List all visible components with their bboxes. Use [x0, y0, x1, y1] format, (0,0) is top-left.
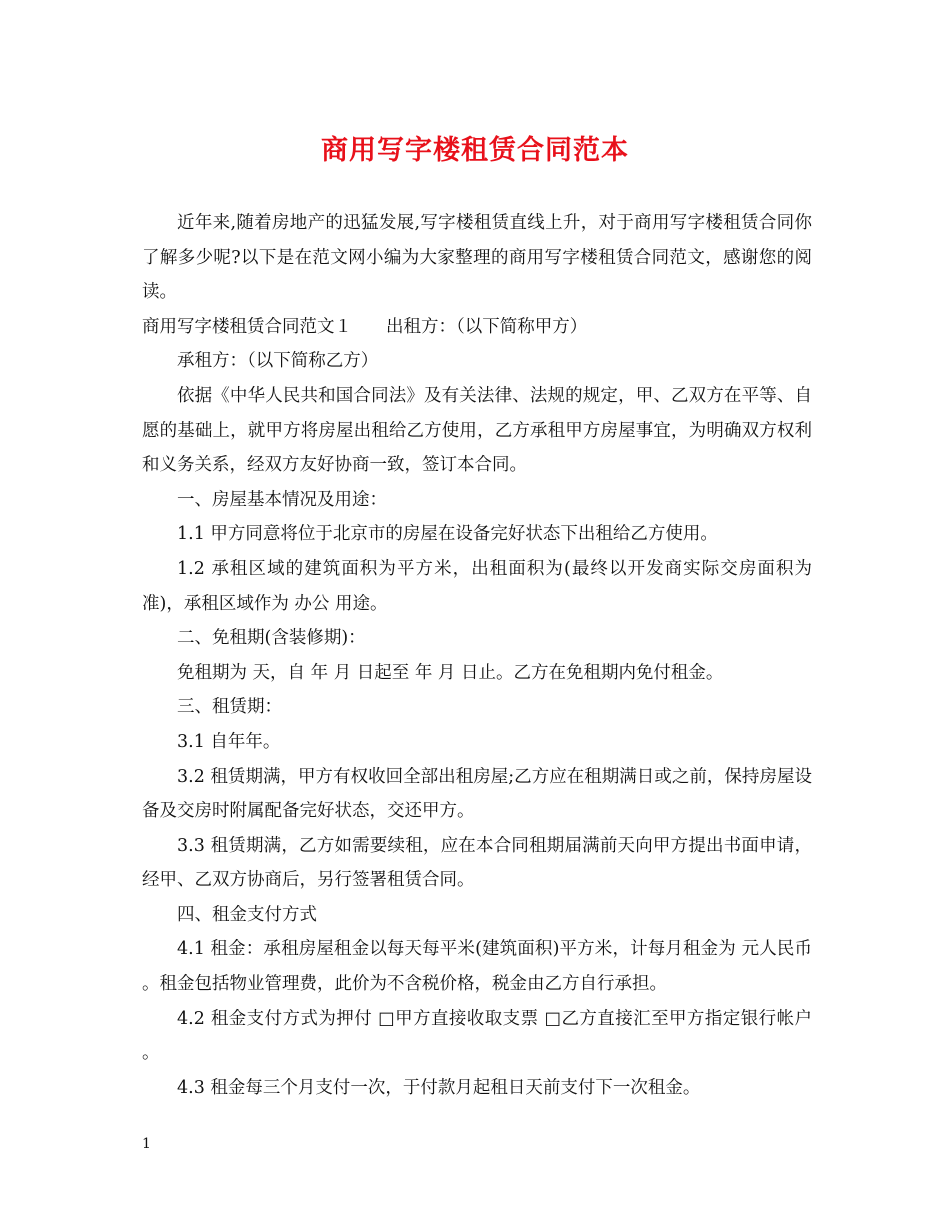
clause-4-1: 4.1 租金：承租房屋租金以每天每平米(建筑面积)平方米，计每月租金为 元人民币 。租金包括物业管理费，此价为不含税价格，税金由乙方自行承担。 [142, 939, 812, 995]
section-4-heading: 四、租金支付方式 [177, 904, 317, 925]
section-3-heading: 三、租赁期： [177, 697, 282, 718]
sample-heading-label: 商用写字楼租赁合同范文１ [142, 316, 352, 337]
document-title: 商用写字楼租赁合同范本 [321, 135, 629, 166]
clause-3-3: 3.3 租赁期满，乙方如需要续租，应在本合同租期届满前天向甲方提出书面申请，经甲、乙双方协商后，另行签署租赁合同。 [142, 835, 812, 891]
section-1-heading: 一、房屋基本情况及用途： [177, 489, 387, 510]
legal-basis-paragraph: 依据《中华人民共和国合同法》及有关法律、法规的规定，甲、乙双方在平等、自愿的基础上，就甲方将房屋出租给乙方使用，乙方承租甲方房屋事宜，为明确双方权利和义务关系，经双方友好协商一致，签订本合同。 [142, 385, 812, 476]
page-number: 1 [142, 1136, 151, 1152]
clause-1-1: 1.1 甲方同意将位于北京市的房屋在设备完好状态下出租给乙方使用。 [177, 524, 718, 545]
rent-free-clause: 免租期为 天，自 年 月 日起至 年 月 日止。乙方在免租期内免付租金。 [177, 662, 724, 683]
clause-1-2: 1.2 承租区域的建筑面积为平方米，出租面积为(最终以开发商实际交房面积为准)，承租区域作为 办公 用途。 [142, 558, 812, 614]
sample-heading-line [142, 310, 812, 345]
clause-4-3: 4.3 租金每三个月支付一次，于付款月起租日天前支付下一次租金。 [177, 1077, 701, 1098]
document-body [142, 206, 812, 1105]
section-2-heading: 二、免租期(含装修期)： [177, 628, 366, 649]
lessee-line: 承租方：（以下简称乙方） [177, 351, 379, 372]
clause-3-2: 3.2 租赁期满，甲方有权收回全部出租房屋;乙方应在租期满日或之前，保持房屋设备及交房时附属配备完好状态，交还甲方。 [142, 766, 812, 822]
clause-4-2: 4.2 租金支付方式为押付 □甲方直接收取支票 □乙方直接汇至甲方指定银行帐户 。 [142, 1008, 812, 1064]
lessor-line: 出租方：（以下简称甲方） [386, 316, 588, 337]
clause-3-1: 3.1 自年年。 [177, 731, 281, 752]
intro-paragraph: 近年来,随着房地产的迅猛发展,写字楼租赁直线上升，对于商用写字楼租赁合同你了解多少呢?以下是在范文网小编为大家整理的商用写字楼租赁合同范文，感谢您的阅读。 [142, 213, 812, 303]
